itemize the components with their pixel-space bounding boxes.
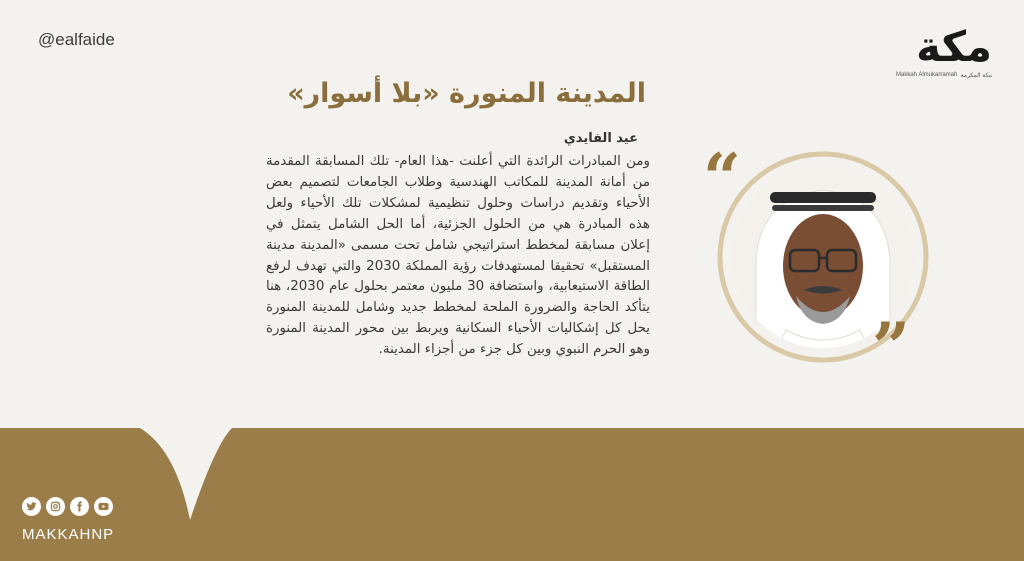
social-links [22, 497, 113, 516]
author-name: عيد الفايدي [563, 131, 638, 146]
logo-wordmark: مكة [916, 22, 992, 71]
logo-subtitle-latin: Makkah Almukarramah [896, 72, 958, 78]
makkah-logo[interactable] [888, 22, 992, 80]
brand-handle[interactable]: MAKKAHNP [22, 526, 115, 543]
article-paragraph: ومن المبادرات الرائدة التي أعلنت -هذا العام- تلك المسابقة المقدمة من أمانة المدينة للمكاتب الهندسية وطلاب الجامعات لتصميم بعض الأحياء وتقديم دراسات وحلول تنظيمية لمشكلات تلك الأحياء ولعل هذه المبادرة هي من الحلول الجزئية، أما الحل الشامل يتمثل في إعلان مسابقة لمخطط استراتيجي شامل تحت مسمى «المدينة مدينة المستقبل» تحقيقا لمستهدفات رؤية المملكة 2030 والتي تهدف لرفع الطاقة الاستيعابية، واستضافة 30 مليون معتمر بحلول عام 2030، هنا يتأكد الحاجة والضرورة الملحة لمخطط جديد وشامل للمدينة المنورة يحل كل إشكاليات الأحياء السكانية ويربط بين محور المدينة المنورة وهو الحرم النبوي وبين كل جزء من أجزاء المدينة. [266, 154, 651, 358]
instagram-icon[interactable] [46, 497, 65, 516]
youtube-icon[interactable] [94, 497, 113, 516]
facebook-icon[interactable] [70, 497, 89, 516]
logo-subtitle-arabic: مكة المكرمة [960, 73, 992, 79]
twitter-icon[interactable] [22, 497, 41, 516]
open-quote-icon: “ [703, 139, 741, 217]
article-body [266, 152, 650, 361]
logo-subtitle [896, 72, 992, 79]
close-quote-icon: ” [872, 308, 910, 386]
author-handle[interactable]: @ealfaide [38, 30, 115, 49]
article-title: المدينة المنورة «بلا أسوار» [287, 78, 646, 109]
